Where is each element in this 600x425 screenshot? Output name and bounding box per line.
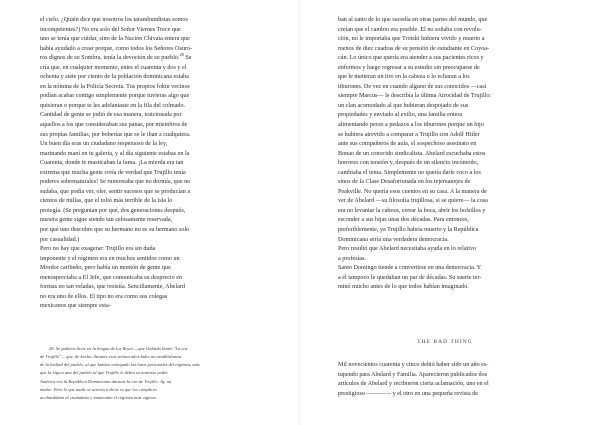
right-section-column (338, 361, 552, 399)
left-body-text-part-a: el cielo. ¿Quién dice que nosotros los tarambundistas somos incompetentes?) No era solo del Señor Viernes Trece que uno se tenía que cuidar, sino de la Nación Chivata entera que había ayudado a crear porque, como todos los Señores Osuro- ros dignos de su Sombra, tenía la devoción de su pueblo. (40, 17, 193, 62)
footnote-text: 28. Se pudiera decir en la lengua de los Reyes —que Galindo llamó "La era de Trujillo"— que, de hecho, durante esos treinta años hubo un establishment de la lealtad del pueblo, al que habían entregado los lazos personales del régimen, más que la lógica una del pueblo al que Trujillo le debía su inmenso poder. América era la República Dominicana durante la era de Trujillo. Ay, mi madre. Pero lo que nadie se atrevía a decir es que los cómplices acobardaban al ciudadano y mantenían el régimen más vigente. (40, 346, 200, 400)
footnote (40, 345, 251, 402)
right-body-text: ban al tanto de lo que sucedía en otras partes del mundo, que creían que el cambio era posible. El no soñaba con revolu- ción, no le importaba que Trotski hubiera vivido y muerto a menos de diez cuadras de su pensión de estudiante en Coyoa- cán. Lo único que quería era atender a sus pacientes ricos y enfermos y luego regresar a su estudio sin preocuparse de que le metieran un tiro en la cabeza o lo echaran a los tiburones. De vez en cuando alguno de sus conocidos —casi siempre Marcus— le describía la última Atrocidad de Trujillo: un clan acomodado al que hubieran despojado de sus propiedades y enviado al exilio, una familia entera alimentando peces a pedazos a los tiburones porque un hijo se hubiera atrevido a comparar a Trujillo con Adolf Hitler ante sus compañeros de aula, el sospechoso asesinato en Bonao de un conocido sindicalista. Abelard escuchaba estos horrores con tensión y, después de un silencio incómodo, cambiaba el tema. Simplemente no quería darle coco a los sinos de la Clase Desafortunada en los tejemanejes de Peakville. No quería esos cuentos en su casa. A la manera de ver de Abelard —su filosofía trujillosa, si se quiere— la cosa era no levantar la cabeza, cerrar la boca, abrir los bolsillos y esconder a sus hijas unas dos décadas. Para entonces, preferiblemente, ya Trujillo habría muerto y la República Dominicana sería una verdadera democracia. Pero resultó que Abelard necesitaba ayuda en lo relativo a profesías. Santo Domingo tiende a convertirse en una democracia. Y a él tampoco le quedaban un par de décadas. Su suerte ter- minó mucho antes de lo que todos habían imaginado. (338, 17, 492, 291)
left-body-text (40, 16, 251, 312)
right-body-column (338, 16, 552, 293)
left-body-column (40, 16, 251, 312)
right-section-text: Mil novecientos cuarenta y cinco debió haber sido un año es- tupendo para Abelard y Familia. Aparecieron publicados dos artículos de Abelard y recibieron cierta aclamación, uno en el prestigioso ———— y el otro en una pequeña revista de (338, 362, 489, 397)
left-body-text-part-b: Se cría que, en cualquier momento, entre el cuarenta y dos y el ochenta y siete por ciento de la población dominicana estaba en la nómina de la Policía Secreta. Tus propios fokin vecinos podían acabar contigo simplemente porque tuvieras algo que quisieran o porque te les adelantaste en la fila del colmado. Cantidad de gente se jodió de esa manera, traicionada por aquellos a los que consideraban sus panas, por miembros de sus propias familias, por boberías que se le iban a cualquiera. Un buen día eras un ciudadano respetuoso de la ley, marinando maní en tu galería, y al día siguiente estabas en la Cuarenta, donde te masticaban la fama. ¡La mierda era tan extrema que mucha gente creía de verdad que Trujillo tenía poderes sobrenaturales! Se rumoreaba que no dormía, que no sudaba, que podía ver, oler, sentir sucesos que se producían a cientos de millas, que el tolió más terrible de la isla lo protegía. (Se preguntan por qué, dos generaciones después, nuestra gente sigue siendo tan celosamente reservada, por qué uno descubre que su hermano no es su hermano solo por casualidad.) Pero no hay que exagerar: Trujillo era sin duda imponente y el régimen era en muchos sentidos como un Mordor caribeño, pero había un montón de gente que menospreciaba a El Jefe, que comunicaba su desprecio en formas no tan veladas, que resistía. Sencillamente, Abelard no era uno de ellos. El tipo no era como sus colegas mexicanos que siempre esta- (40, 55, 192, 310)
right-page (300, 0, 600, 425)
section-heading: THE BAD THING (417, 339, 473, 345)
footnote-marker: 28 (179, 52, 184, 58)
